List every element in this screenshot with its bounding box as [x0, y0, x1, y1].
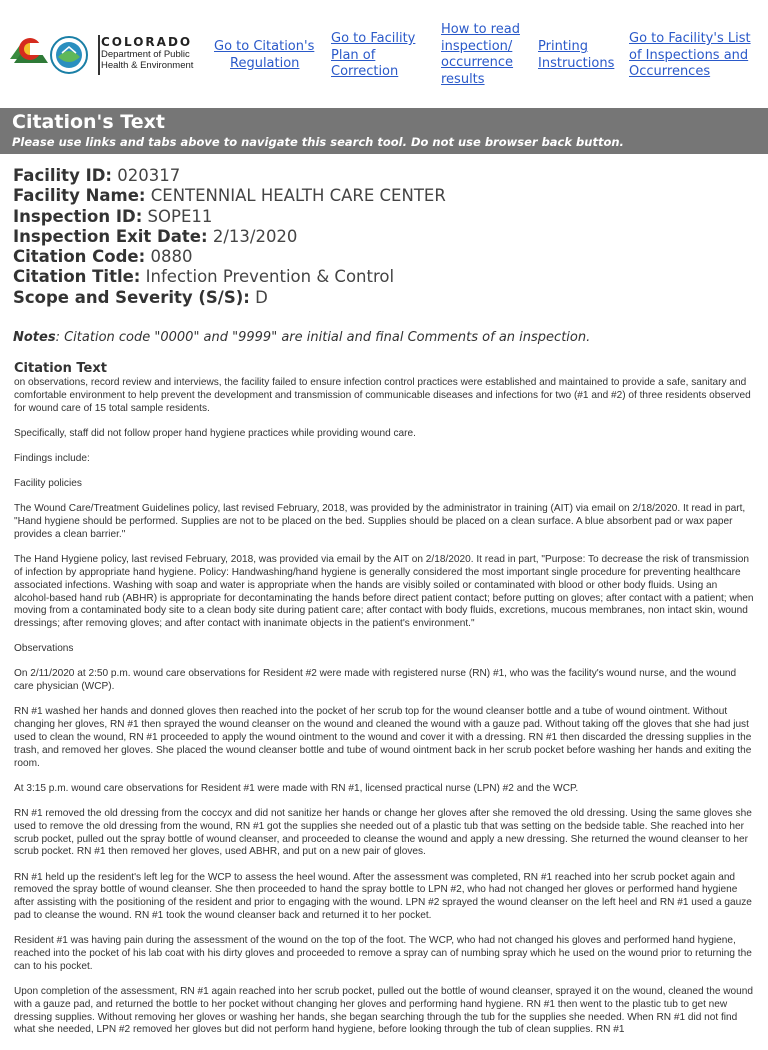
facility-name-row: [13, 186, 446, 206]
facility-details: [13, 166, 446, 308]
citation-paragraph: on observations, record review and interviews, the facility failed to ensure infection control practices were established and maintained to provide a safe, sanitary and comfortable environment to help prevent the development and transmission of communicable diseases and infections for two (#1 and #2) of three residents observed for wound care of 15 total sample residents.: [14, 377, 751, 414]
exit-date-row: [13, 227, 446, 247]
facility-id-label: Facility ID:: [13, 166, 113, 185]
logo-dept-line1: Department of Public: [101, 49, 190, 60]
citation-paragraph: Specifically, staff did not follow proper hand hygiene practices while providing wound care.: [14, 427, 416, 439]
notes: [13, 330, 590, 345]
citation-paragraph: RN #1 removed the old dressing from the coccyx and did not sanitize her hands or change her gloves after she removed the old dressing. Using the same gloves she used to remove the old dressing from the wound, RN #1 got the supplies she needed out of a plastic tub that was setting on the bedside table. She reached into her scrub pocket, pulled out the spray bottle of wound cleanser, and proceeded to cleanse the wound and apply a new dressing. She returned the wound cleanser to her scrub pocket. RN #1 then removed her gloves, used ABHR, and put on a new pair of gloves.: [14, 808, 752, 858]
scope-severity-value: D: [255, 287, 268, 307]
citation-code-row: [13, 247, 446, 267]
facility-id-value: 020317: [117, 166, 181, 185]
citation-paragraph: Findings include:: [14, 452, 90, 464]
citation-paragraph: Observations: [14, 643, 74, 655]
go-to-facility-list-link[interactable]: [629, 31, 751, 81]
citation-banner: [0, 108, 768, 154]
facility-name-label: Facility Name:: [13, 186, 146, 206]
logo-divider: [98, 35, 100, 75]
inspection-id-row: [13, 207, 446, 227]
nav-line: How to read: [441, 22, 520, 37]
inspection-id-label: Inspection ID:: [13, 206, 143, 226]
citation-paragraph: The Wound Care/Treatment Guidelines policy, last revised February, 2018, was provided by the administrator in training (AIT) via email on 2/18/2020. It read in part, "Hand hygiene should be performed. Supplies are not to be placed on the bed. Supplies should be placed on a clean surface. A blue absorbent pad or wax paper provides a clean barrier.": [14, 503, 746, 540]
nav-line: inspection/: [441, 38, 513, 54]
citation-paragraph: The Hand Hygiene policy, last revised February, 2018, was provided via email by the AIT on 2/18/2020. It read in part, "Purpose: To decrease the risk of transmission of infection by appropriate hand hygiene. Policy: Handwashing/hand hygiene is generally considered the most important single procedure for preventing healthcare associated infections. Washing with soap and water is appropriate when the hands are visibly soiled or contaminated with blood or other body fluids. Using an alcohol-based hand rub (ABHR) is appropriate for decontaminating the hands before direct patient contact; before putting on gloves; after contact with a patient; when moving from a contaminated body site to a clean body site during patient care; after contact with body fluids, excretions, mucous membranes, non intact skin, wound dressings; after removing gloves; and after contact with inanimate objects in the patient's environment.": [14, 554, 754, 630]
go-to-citation-regulation-link[interactable]: [214, 39, 314, 72]
banner-subtitle: Please use links and tabs above to navigate this search tool. Do not use browser back button.: [12, 135, 624, 149]
citation-text-heading: Citation Text: [14, 361, 107, 376]
citation-paragraph: Resident #1 was having pain during the assessment of the wound on the top of the foot. The WCP, who had not changed his gloves and performed hand hygiene, reached into the pocket of his lab coat with his dirty gloves and proceeded to remove a spray can of numbing spray which he used on the wound prior to returning the can to his pocket.: [14, 935, 752, 972]
logo-dept-line2: Health & Environment: [101, 60, 194, 71]
facility-id-row: [13, 166, 446, 186]
nav-line: Printing: [538, 39, 589, 54]
colorado-flag-icon: [10, 33, 98, 77]
citation-code-value: 0880: [150, 247, 193, 267]
nav-line: Go to Facility: [331, 31, 416, 46]
scope-severity-row: [13, 288, 446, 308]
nav-line: results: [441, 71, 485, 87]
citation-paragraph: RN #1 held up the resident's left leg for the WCP to assess the heel wound. After the assessment was completed, RN #1 reached into her scrub pocket again and removed the spray bottle of wound cleanser. She then proceeded to hand the spray bottle to LPN #2, who had not changed her gloves or performed hand hygiene after assisting with the positioning of the resident and prior to engaging with the wound. LPN #2 sprayed the wound cleanser on the left heel and RN #1 used a gauze pad to cleanse the wound. RN #1 took the wound cleanser back and returned it to her pocket.: [14, 871, 752, 921]
logo-state: COLORADO: [101, 35, 193, 49]
nav-line: Go to Citation's: [214, 39, 315, 54]
citation-paragraph: On 2/11/2020 at 2:50 p.m. wound care observations for Resident #2 were made with registered nurse (RN) #1, who was the facility's wound nurse, and the wound care physician (WCP).: [14, 668, 737, 693]
logo-wordmark: [101, 35, 211, 71]
notes-label: Notes: [13, 330, 56, 345]
printing-instructions-link[interactable]: [538, 39, 614, 72]
citation-title-label: Citation Title:: [13, 267, 141, 287]
inspection-id-value: SOPE11: [147, 206, 213, 226]
citation-code-label: Citation Code:: [13, 247, 146, 267]
nav-line: Correction: [331, 64, 399, 79]
page-header: [0, 0, 768, 100]
nav-line: Regulation: [230, 55, 300, 71]
facility-name-value: CENTENNIAL HEALTH CARE CENTER: [150, 186, 446, 206]
exit-date-value: 2/13/2020: [212, 226, 298, 246]
nav-line: occurrence: [441, 55, 514, 70]
nav-line: Instructions: [538, 55, 615, 71]
citation-paragraph: RN #1 washed her hands and donned gloves then reached into the pocket of her scrub top for the wound cleanser bottle and a tube of wound ointment. Without changing her gloves, RN #1 then sprayed the wound cleanser on the wound and cleaned the wound with a gauze pad. Without taking off the gloves that she had just used to clean the wound, RN #1 proceeded to apply the wound ointment to the wound and cover it with a dressing. RN #1 then discarded the dressing supplies in the trash, and removed her gloves. She placed the wound cleanser bottle and tube of wound ointment back in her scrub pocket before washing her hands and exiting the room.: [14, 706, 752, 769]
citation-title-row: [13, 267, 446, 287]
scope-severity-label: Scope and Severity (S/S):: [13, 287, 250, 307]
go-to-plan-of-correction-link[interactable]: [331, 31, 415, 81]
citation-body: [14, 377, 754, 1050]
cdphe-logo[interactable]: [10, 33, 205, 77]
nav-line: Go to Facility's List: [629, 31, 751, 46]
exit-date-label: Inspection Exit Date:: [13, 226, 208, 246]
nav-line: Plan of: [331, 47, 376, 63]
nav-line: of Inspections and: [629, 47, 749, 63]
citation-title-value: Infection Prevention & Control: [145, 267, 395, 287]
notes-text: : Citation code "0000" and "9999" are initial and final Comments of an inspection.: [55, 330, 591, 345]
nav-line: Occurrences: [629, 64, 711, 79]
banner-title: Citation's Text: [12, 111, 165, 133]
citation-paragraph: Upon completion of the assessment, RN #1 again reached into her scrub pocket, pulled out the bottle of wound cleanser, sprayed it on the wound, cleaned the wound with a gauze pad, and returned the bottle to her pocket without changing her gloves and performing hand hygiene. RN #1 then went to the plastic tub to get new dressing supplies. Without removing her gloves or washing her hands, she began searching through the tub for the supplies she needed. When RN #1 did not find what she needed, LPN #2 removed her gloves but did not perform hand hygiene, before looking through the tub of clean supplies. RN #1: [14, 985, 753, 1036]
citation-paragraph: At 3:15 p.m. wound care observations for Resident #1 were made with RN #1, licensed practical nurse (LPN) #2 and the WCP.: [14, 782, 579, 794]
how-to-read-results-link[interactable]: [441, 22, 520, 88]
citation-paragraph: Facility policies: [14, 478, 82, 490]
